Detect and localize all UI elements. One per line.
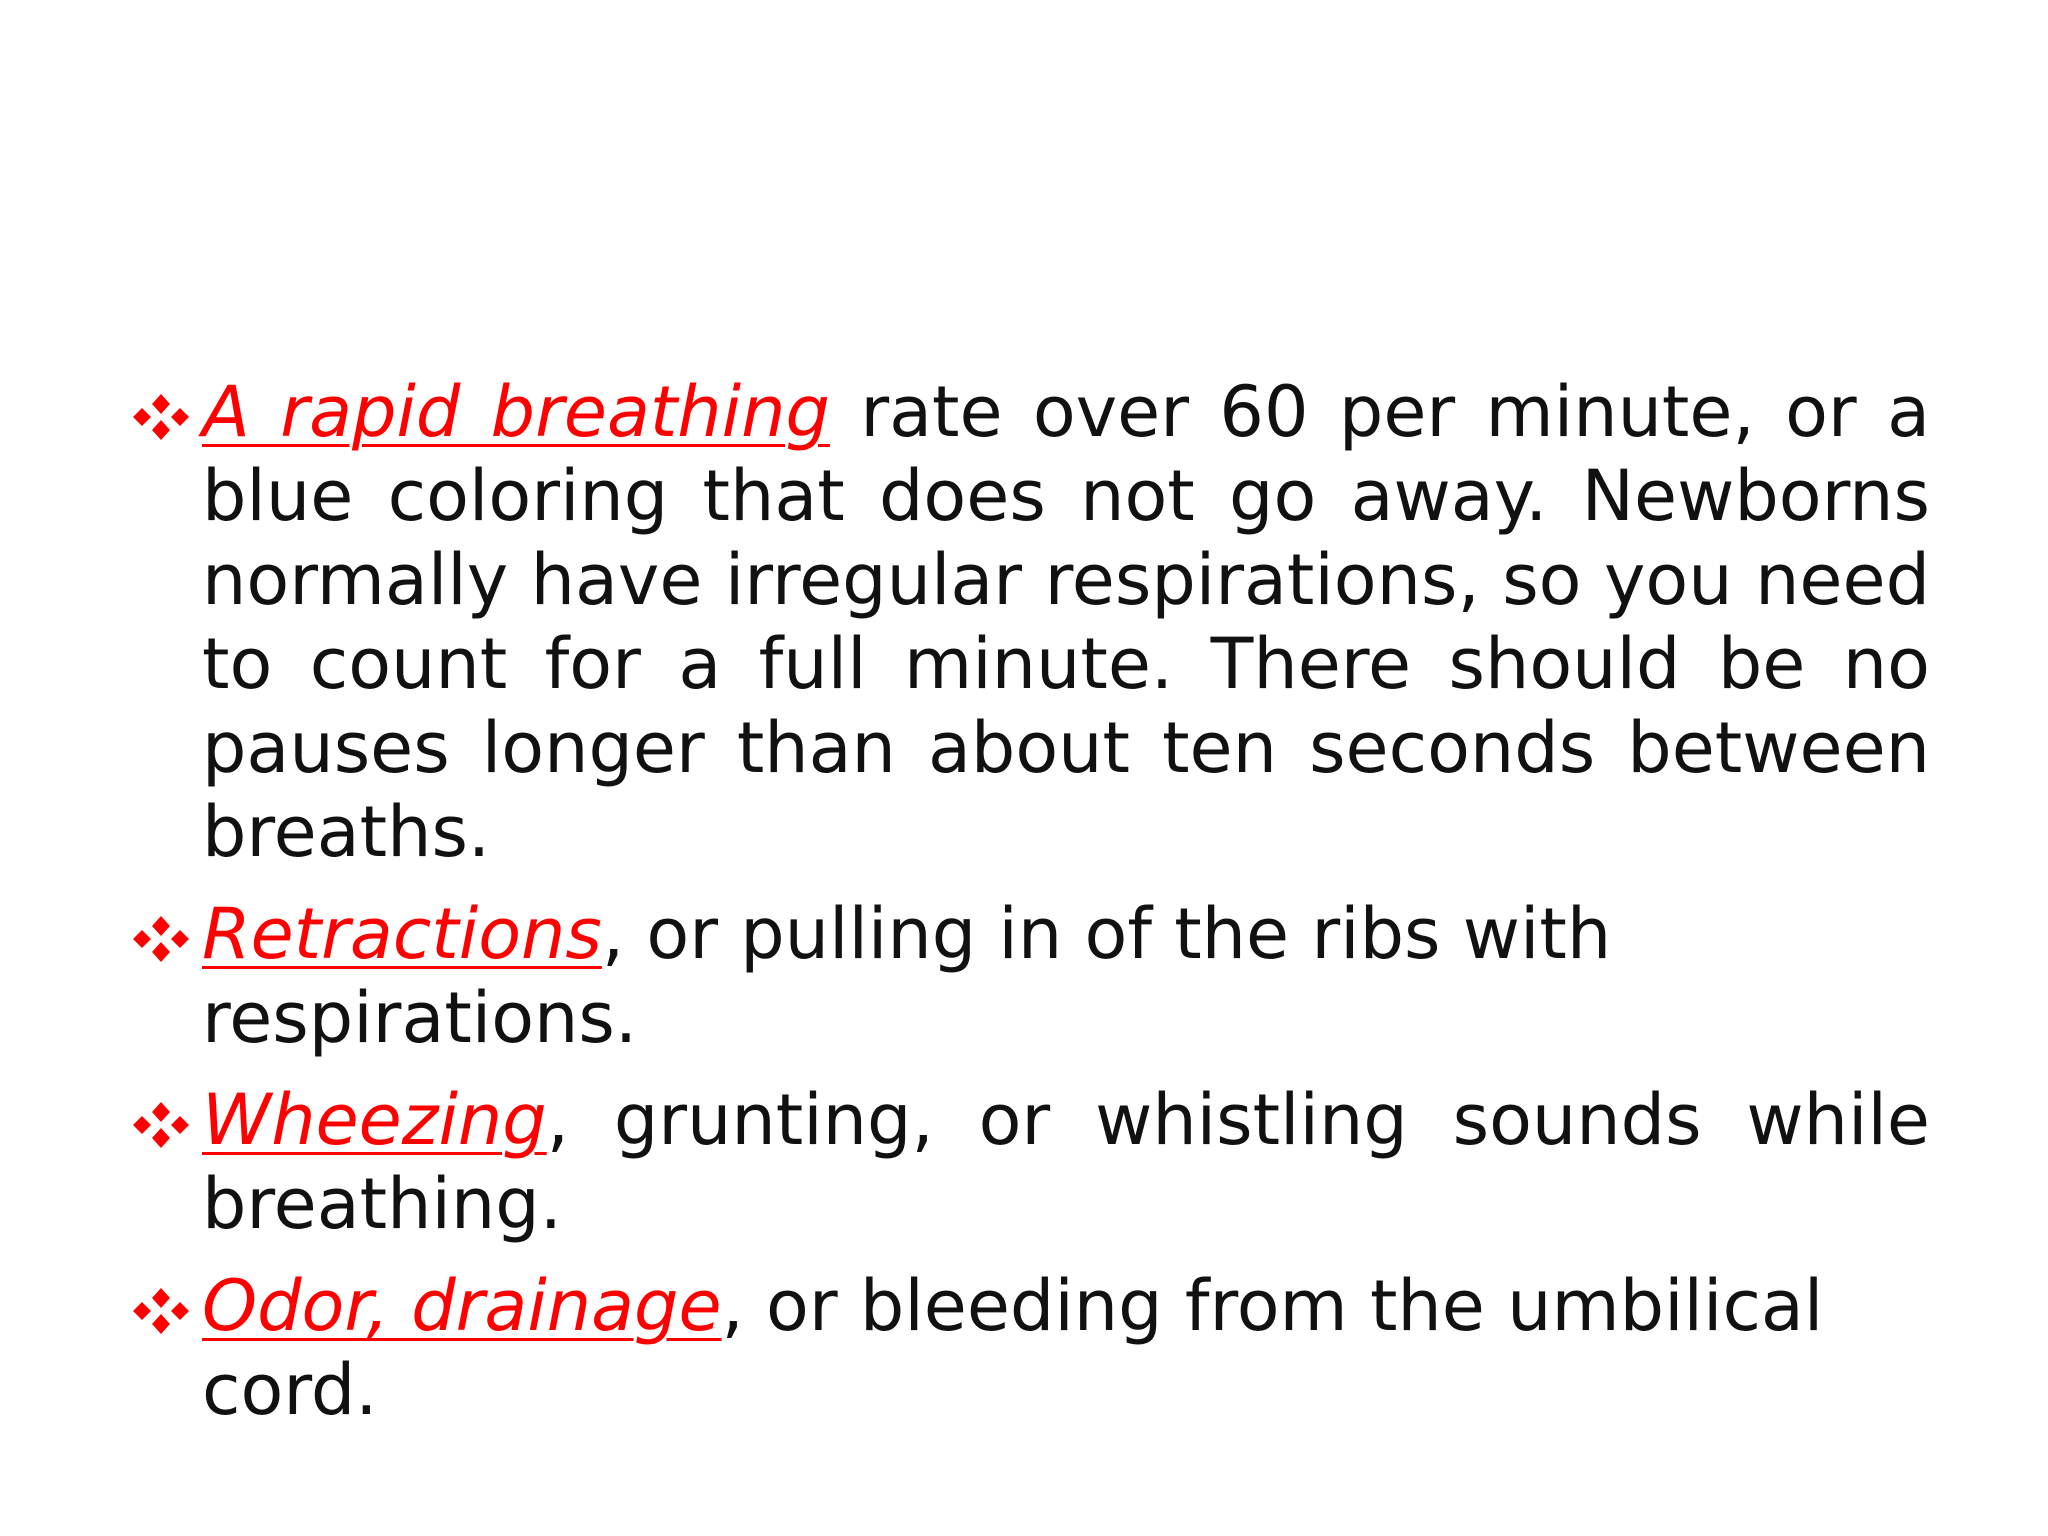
- bullet-text: rate over 60 per minute, or a blue coloring that does not go away. Newborns normally have irregular respirations, so you need to count for a full minute. There should be no pauses longer than about ten seconds between breaths.: [202, 371, 1930, 873]
- four-diamond-bullet-icon: [130, 1286, 192, 1336]
- bullet-item-odor-drainage: [130, 1264, 1930, 1432]
- bullet-item-retractions: [130, 892, 1930, 1060]
- bullet-list: [130, 370, 1930, 1450]
- four-diamond-bullet-icon: [130, 392, 192, 442]
- bullet-term: A rapid breathing: [202, 371, 830, 453]
- bullet-text: , or pulling in of the ribs with respirations.: [202, 893, 1612, 1059]
- bullet-item-rapid-breathing: [130, 370, 1930, 874]
- four-diamond-bullet-icon: [130, 914, 192, 964]
- bullet-term: Odor, drainage: [202, 1265, 722, 1347]
- bullet-term: Retractions: [202, 893, 602, 975]
- bullet-item-wheezing: [130, 1078, 1930, 1246]
- bullet-term: Wheezing: [202, 1079, 547, 1161]
- bullet-text: , or bleeding from the umbilical cord.: [202, 1265, 1824, 1431]
- bullet-text: , grunting, or whistling sounds while breathing.: [202, 1079, 1930, 1245]
- four-diamond-bullet-icon: [130, 1100, 192, 1150]
